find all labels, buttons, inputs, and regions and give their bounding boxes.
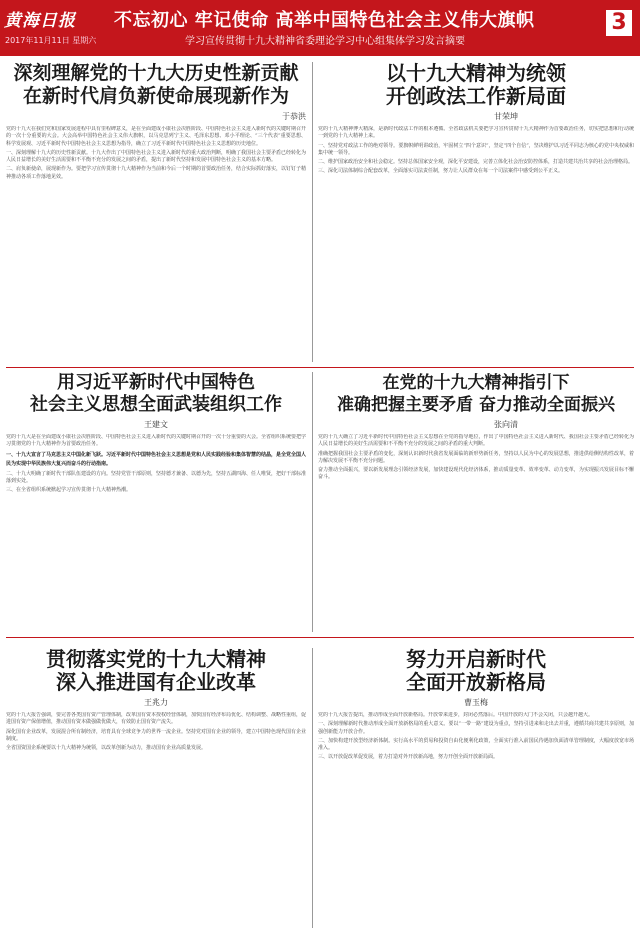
article-byline: 于恭洪 [282,112,306,121]
article-paragraph: 深化国有企业改革，发展混合所有制经济，培育具有全球竞争力的世界一流企业。坚持党对国有企业的领导，建立中国特色现代国有企业制度。 [6,728,306,742]
article-column [318,126,634,358]
article-title [318,648,634,694]
issue-date: 2017年11月11日 星期六 [5,36,97,45]
article-byline: 张向清 [494,420,518,429]
article-paragraph: 一、十九大宣言了马克思主义中国化新飞跃。习近平新时代中国特色社会主义思想是党和人民实践经验和集体智慧的结晶，是全党全国人民为实现中华民族伟大复兴而奋斗的行动指南。 [6,451,306,467]
article-paragraph: 三、在全省组织系统掀起学习宣传贯彻十九大精神热潮。 [6,487,132,494]
article-title-line: 深入推进国有企业改革 [56,670,256,694]
article-paragraph: 党的十九大精神博大精深，是新时代政法工作的根本遵循。全省政法机关要把学习宣传贯彻十九大精神作为首要政治任务，切实把思想和行动统一到党的十九大精神上来。 [318,126,634,140]
article-column [6,712,306,932]
article-title [6,62,306,108]
article-title [6,648,306,694]
article-title-line: 准确把握主要矛盾 奋力推动全面振兴 [337,395,615,415]
article-paragraph: 全省国资国企系统要以十九大精神为统领，以改革创新为动力，推动国有企业高质量发展。 [6,745,207,752]
article-paragraph: 奋力推动全面振兴，要以新发展理念引领经济发展，加快建设现代化经济体系，推动质量变革、效率变革、动力变革，为实现振兴发展目标不懈奋斗。 [318,467,634,481]
article-title-line: 深刻理解党的十九大历史性新贡献 [13,62,299,84]
article-title-line: 用习近平新时代中国特色 [57,372,255,393]
article-byline: 王建文 [144,420,168,429]
article-byline: 曹玉梅 [464,698,488,707]
article-paragraph: 一、深刻理解十九大的历史性新贡献。十九大作出了中国特色社会主义进入新时代的重大政治判断，明确了我国社会主要矛盾已经转化为人民日益增长的美好生活需要和不平衡不充分的发展之间的矛盾，提出了新时代坚持和发展中国特色社会主义的基本方略。 [6,149,306,164]
article-column [6,126,306,358]
article-paragraph: 党的十九大报告强调，要完善各类国有资产管理体制，改革国有资本授权经营体制，加快国有经济布局优化、结构调整、战略性重组，促进国有资产保值增值，推动国有资本做强做优做大，有效防止国有资产流失。 [6,712,306,726]
article-paragraph: 二、肩负新使命，展现新作为。要把学习宣传贯彻十九大精神作为当前和今后一个时期的首要政治任务，结合实际抓好落实，以钉钉子精神推动各项工作落地见效。 [6,166,306,180]
article-title [318,62,634,108]
article-history-contribution [6,62,306,358]
article-title [318,372,634,416]
article-political-law [318,62,634,358]
article-column [318,712,634,932]
banner-headline: 不忘初心 牢记使命 高举中国特色社会主义伟大旗帜 [114,10,535,31]
section-divider [6,367,634,368]
page-number: 3 [606,10,632,36]
article-open-pattern [318,648,634,932]
newspaper-logo: 黄海日报 [4,11,76,31]
article-title-line: 在新时代肩负新使命展现新作为 [22,85,289,107]
article-paragraph: 三、以开放促改革促发展，着力打造对外开放新高地，努力开创全面开放新局面。 [318,754,499,761]
article-title-line: 贯彻落实党的十九大精神 [46,647,266,671]
article-title-line: 努力开启新时代 [406,647,546,671]
article-paragraph: 党的十九大在我们党和国家发展进程中具有里程碑意义，是在全面建成小康社会决胜阶段、中国特色社会主义进入新时代的关键时期召开的一次十分重要的大会。大会高举中国特色社会主义伟大旗帜，以马克思列宁主义、毛泽东思想、邓小平理论、“三个代表”重要思想、科学发展观、习近平新时代中国特色社会主义思想为指导，确立了习近平新时代中国特色社会主义思想的历史地位。 [6,126,306,147]
article-title-line: 全面开放新格局 [406,670,546,694]
article-main-contradiction [318,372,634,652]
article-paragraph: 党的十九大报告提出，推动形成全面开放新格局。开放带来进步，封闭必然落后。中国开放的大门不会关闭，只会越开越大。 [318,712,594,718]
column-divider [312,372,313,632]
masthead [0,0,640,56]
article-title-line: 开创政法工作新局面 [386,84,566,108]
article-title-line: 社会主义思想全面武装组织工作 [30,394,282,415]
banner-subheadline: 学习宣传贯彻十九大精神省委理论学习中心组集体学习发言摘要 [185,36,465,47]
article-paragraph: 一、坚持党对政法工作的绝对领导。要旗帜鲜明讲政治，牢固树立“四个意识”，坚定“四个自信”，坚决维护以习近平同志为核心的党中央权威和集中统一领导。 [318,142,634,156]
article-title-line: 在党的十九大精神指引下 [382,373,570,393]
section-divider [6,637,634,638]
article-paragraph: 三、深化司法体制综合配套改革，全面落实司法责任制，努力让人民群众在每一个司法案件中感受到公平正义。 [318,168,564,175]
column-divider [312,648,313,928]
article-paragraph: 二、十九大明确了新时代干部队伍建设的方向。坚持党管干部原则，坚持德才兼备、以德为先，坚持五湖四海、任人唯贤，把好干部标准落到实处。 [6,470,306,484]
article-title [6,372,306,416]
article-paragraph: 党的十九大确立了习近平新时代中国特色社会主义思想在全党的指导地位，作出了中国特色社会主义进入新时代、我国社会主要矛盾已经转化为人民日益增长的美好生活需要和不平衡不充分的发展之间的矛盾的重大判断。 [318,434,634,448]
article-paragraph: 二、维护国家政治安全和社会稳定。坚持总体国家安全观，深化平安建设，完善立体化社会治安防控体系，打造共建共治共享的社会治理格局。 [318,159,634,166]
column-divider [312,62,313,362]
article-byline: 甘荣坤 [494,112,518,121]
article-title-line: 以十九大精神为统领 [386,61,566,85]
article-organization-work [6,372,306,652]
article-byline: 王兆力 [144,698,168,707]
article-paragraph: 准确把握我国社会主要矛盾的变化，深刻认识新时代我省发展面临的新形势新任务，坚持以人民为中心的发展思想，推进供给侧结构性改革，着力解决发展不平衡不充分问题。 [318,450,634,464]
article-paragraph: 二、加快构建开放型经济新体制。实行高水平的贸易和投资自由化便利化政策，全面实行准入前国民待遇加负面清单管理制度，大幅度放宽市场准入。 [318,737,634,752]
article-paragraph: 一、深刻理解新时代推动形成全面开放新格局的重大意义。要以“一带一路”建设为重点，坚持引进来和走出去并重，遵循共商共建共享原则，加强创新能力开放合作。 [318,721,634,735]
article-paragraph: 党的十九大是在全面建成小康社会决胜阶段、中国特色社会主义进入新时代的关键时期召开的一次十分重要的大会。全省组织系统要把学习贯彻党的十九大精神作为首要政治任务。 [6,434,306,448]
article-soe-reform [6,648,306,932]
article-column [6,434,306,652]
article-column [318,434,634,652]
